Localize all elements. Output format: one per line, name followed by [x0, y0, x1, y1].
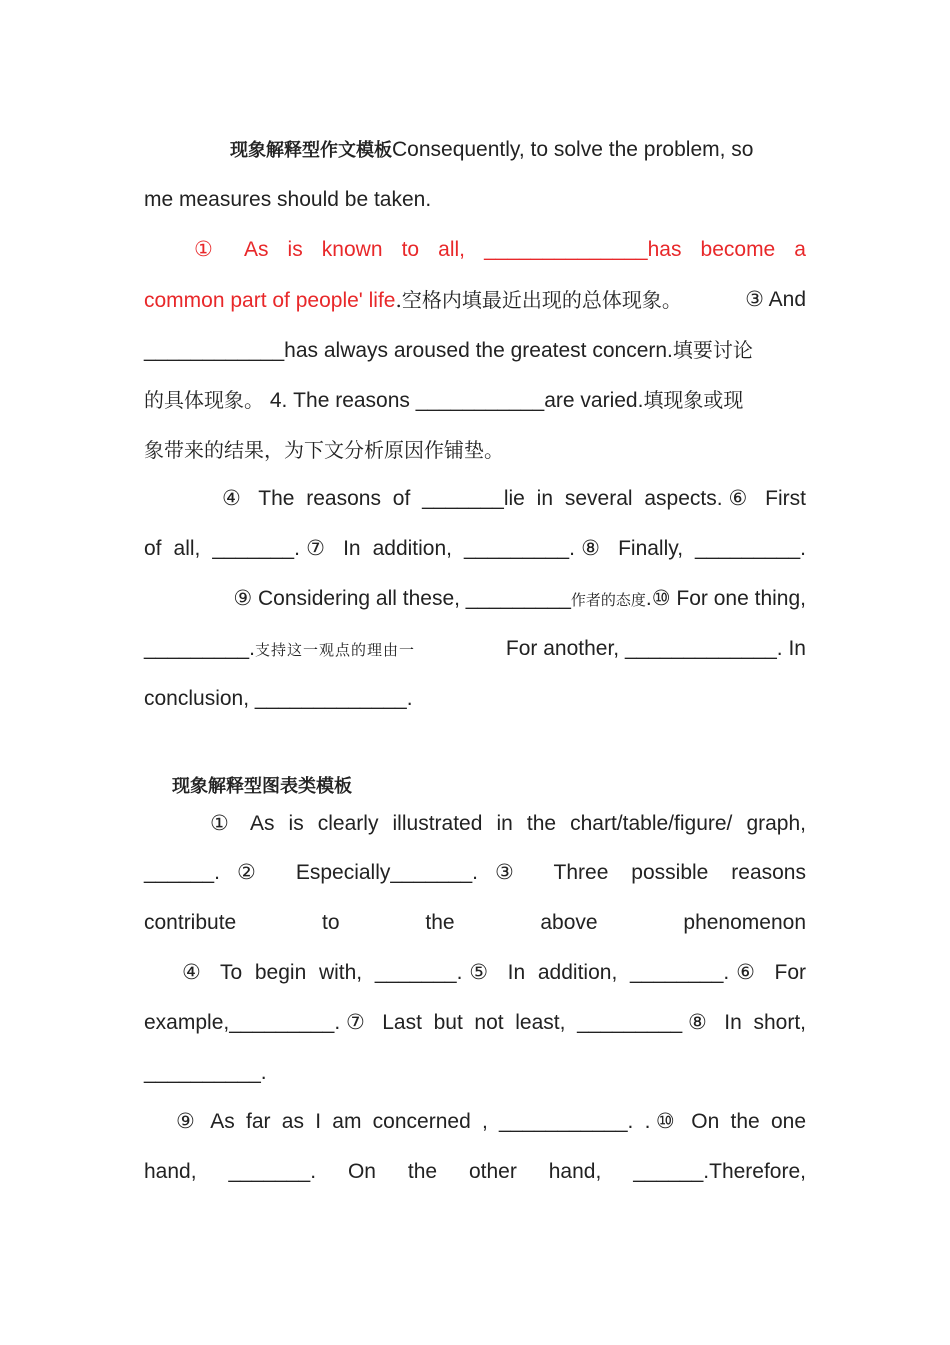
section1-line9: of all, _______.⑦ In addition, _________.⑧ Finally, _________.: [144, 537, 806, 560]
section2-line3: contribute to the above phenomenon: [144, 911, 806, 934]
section1-line6-cn: 的具体现象。: [144, 388, 264, 412]
section1-line10: [144, 586, 806, 613]
section1-line7: 象带来的结果，为下文分析原因作铺垫。: [144, 438, 504, 462]
section2-line4: ④ To begin with, _______.⑤ In addition, ________.⑥ For: [182, 961, 806, 984]
section1-first-line: [144, 137, 806, 164]
section1-line6: [144, 387, 806, 414]
section1-line2: me measures should be taken.: [144, 188, 432, 211]
section1-line11-a: _________.: [144, 637, 255, 660]
section1-line4: [144, 287, 806, 314]
section1-line11-cn: 支持这一观点的理由一: [254, 641, 415, 659]
section1-line4-cn: .空格内填最近出现的总体现象。: [395, 288, 682, 312]
section2-line7: ⑨ As far as I am concerned , ___________. .⑩ On the one: [176, 1110, 806, 1133]
section2-line2: ______.② Especially_______.③ Three possible reasons: [144, 861, 806, 884]
section1-line4-red: common part of people' life: [144, 289, 396, 312]
section1-line6-en: 4. The reasons ___________are varied.: [264, 389, 644, 412]
section1-line1-text: Consequently, to solve the problem, so: [392, 138, 754, 161]
section1-line4-end: ③ And: [745, 288, 806, 311]
section2-line8: hand, _______. On the other hand, ______.Therefore,: [144, 1160, 806, 1183]
section1-line10-a: ⑨ Considering all these, _________: [233, 587, 571, 610]
section1-line12: conclusion, _____________.: [144, 687, 413, 710]
section2-title: 现象解释型图表类模板: [172, 776, 352, 797]
section1-line5-cn: 填要讨论: [672, 338, 753, 362]
section1-line6-cn2: 填现象或现: [643, 388, 744, 412]
section1-line11-b: For another, _____________. In: [505, 637, 806, 660]
section1-line5-en: ____________has always aroused the greatest concern.: [144, 339, 673, 362]
section1-title: 现象解释型作文模板: [230, 140, 392, 161]
section1-line8: ④ The reasons of _______lie in several aspects.⑥ First: [222, 487, 806, 510]
section2-line6: __________.: [144, 1061, 267, 1084]
section1-line5: [144, 337, 806, 364]
section1-line10-b: .⑩ For one thing,: [645, 587, 806, 610]
section1-line10-cn: 作者的态度: [570, 591, 646, 609]
section2-line5: example,_________.⑦ Last but not least, _________⑧ In short,: [144, 1011, 806, 1034]
section1-line3: ① As is known to all, ______________has become a: [194, 238, 806, 261]
section2-line1: ① As is clearly illustrated in the chart/table/figure/ graph,: [210, 812, 806, 835]
document-page: [144, 0, 806, 1345]
section1-line11: [144, 636, 806, 663]
